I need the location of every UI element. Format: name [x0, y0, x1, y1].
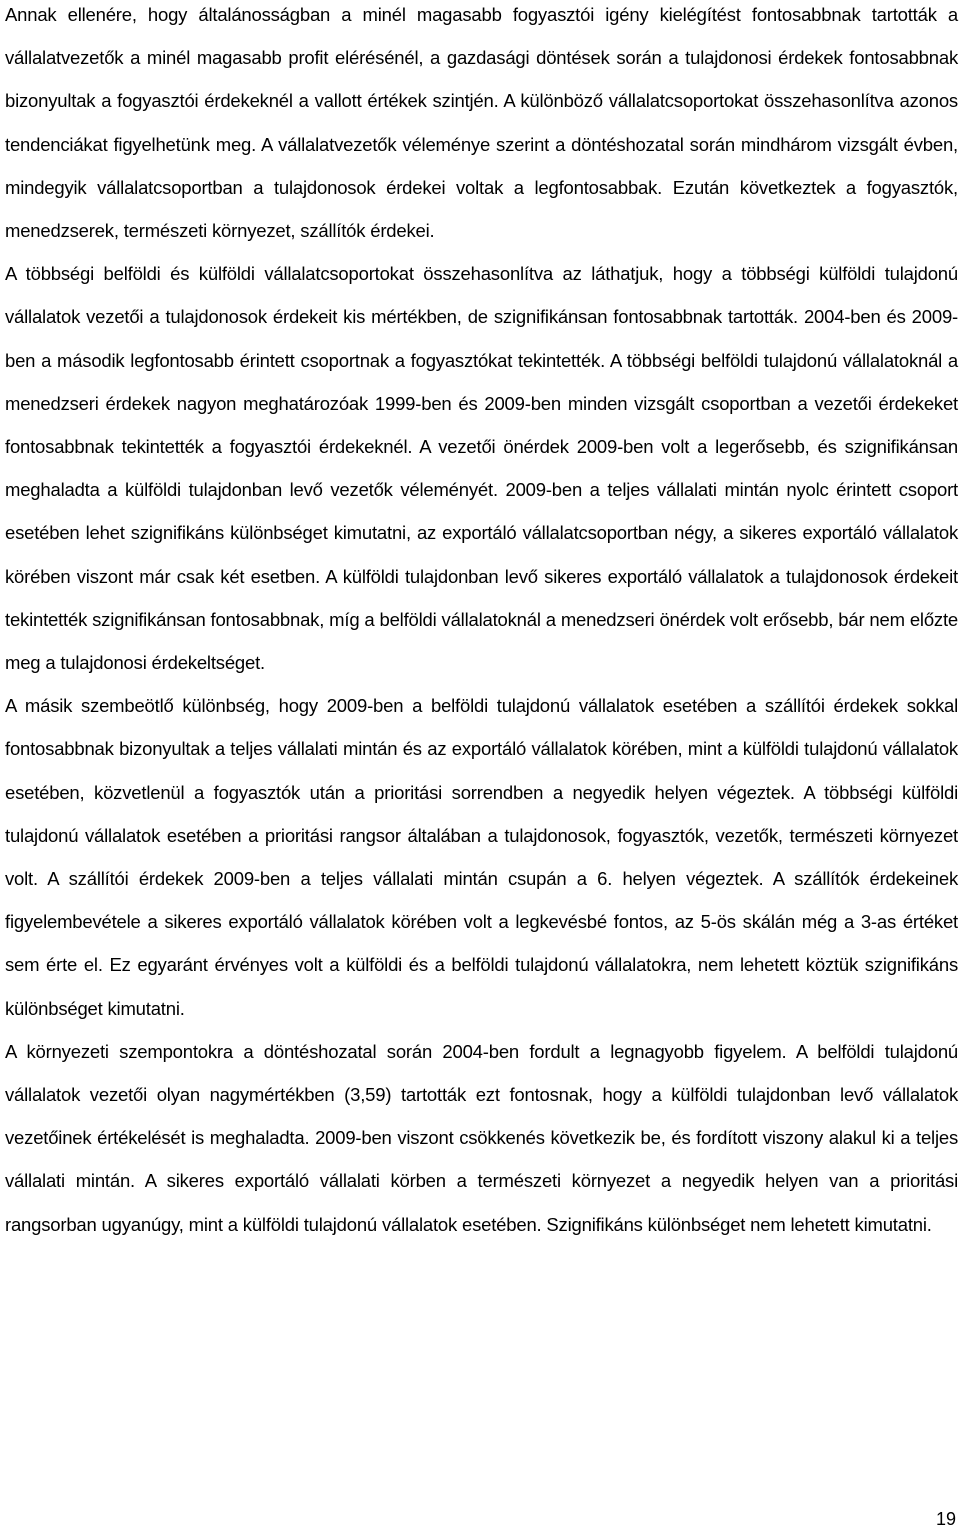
- page-number: 19: [935, 1509, 956, 1529]
- paragraph-supplier-differences: A másik szembeötlő különbség, hogy 2009-ben a belföldi tulajdonú vállalatok esetében a szállítói érdekek sokkal fontosabbnak bizonyultak a teljes vállalati mintán és az exportáló vállalatok körében, mint a külföldi tulajdonú vállalatok esetében, közvetlenül a fogyasztók után a prioritási sorrendben a negyedik helyen végeztek. A többségi külföldi tulajdonú vállalatok esetében a prioritási rangsor általában a tulajdonosok, fogyasztók, vezetők, természeti környezet volt. A szállítói érdekek 2009-ben a teljes vállalati mintán csupán a 6. helyen végeztek. A szállítók érdekeinek figyelembevétele a sikeres exportáló vállalatok körében volt a legkevésbé fontos, az 5-ös skálán még a 3-as értéket sem érte el. Ez egyaránt érvényes volt a külföldi és a belföldi tulajdonú vállalatokra, nem lehetett köztük szignifikáns különbséget kimutatni.: [5, 695, 958, 1019]
- document-page: [5, 0, 958, 1246]
- paragraph-intro: Annak ellenére, hogy általánosságban a minél magasabb fogyasztói igény kielégítést fontosabbnak tartották a vállalatvezetők a minél magasabb profit elérésénél, a gazdasági döntések során a tulajdonosi érdekek fontosabbnak bizonyultak a fogyasztói érdekeknél a vallott értékek szintjén. A különböző vállalatcsoportokat összehasonlítva azonos tendenciákat figyelhetünk meg. A vállalatvezetők véleménye szerint a döntéshozatal során mindhárom vizsgált évben, mindegyik vállalatcsoportban a tulajdonosok érdekei voltak a legfontosabbak. Ezután következtek a fogyasztók, menedzserek, természeti környezet, szállítók érdekei.: [5, 4, 958, 242]
- paragraph-ownership-comparison: A többségi belföldi és külföldi vállalatcsoportokat összehasonlítva az láthatjuk, hogy a többségi külföldi tulajdonú vállalatok vezetői a tulajdonosok érdekeit kis mértékben, de szignifikánsan fontosabbnak tartották. 2004-ben és 2009-ben a második legfontosabb érintett csoportnak a fogyasztókat tekintették. A többségi belföldi tulajdonú vállalatoknál a menedzseri érdekek nagyon meghatározóak 1999-ben és 2009-ben minden vizsgált csoportban a vezetői érdekeket fontosabbnak tekintették a fogyasztói érdekeknél. A vezetői önérdek 2009-ben volt a legerősebb, és szignifikánsan meghaladta a külföldi tulajdonban levő vezetők véleményét. 2009-ben a teljes vállalati mintán nyolc érintett csoport esetében lehet szignifikáns különbséget kimutatni, az exportáló vállalatcsoportban négy, a sikeres exportáló vállalatok körében viszont már csak két esetben. A külföldi tulajdonban levő sikeres exportáló vállalatok a tulajdonosok érdekeit tekintették szignifikánsan fontosabbnak, míg a belföldi vállalatoknál a menedzseri önérdek volt erősebb, bár nem előzte meg a tulajdonosi érdekeltséget.: [5, 263, 958, 674]
- paragraph-environmental-aspects: A környezeti szempontokra a döntéshozatal során 2004-ben fordult a legnagyobb figyelem. A belföldi tulajdonú vállalatok vezetői olyan nagymértékben (3,59) tartották ezt fontosnak, hogy a külföldi tulajdonban levő vállalatok vezetőinek értékelését is meghaladta. 2009-ben viszont csökkenés következik be, és fordított viszony alakul ki a teljes vállalati mintán. A sikeres exportáló vállalati körben a természeti környezet a negyedik helyen van a prioritási rangsorban ugyanúgy, mint a külföldi tulajdonú vállalatok esetében. Szignifikáns különbséget nem lehetett kimutatni.: [5, 1040, 958, 1235]
